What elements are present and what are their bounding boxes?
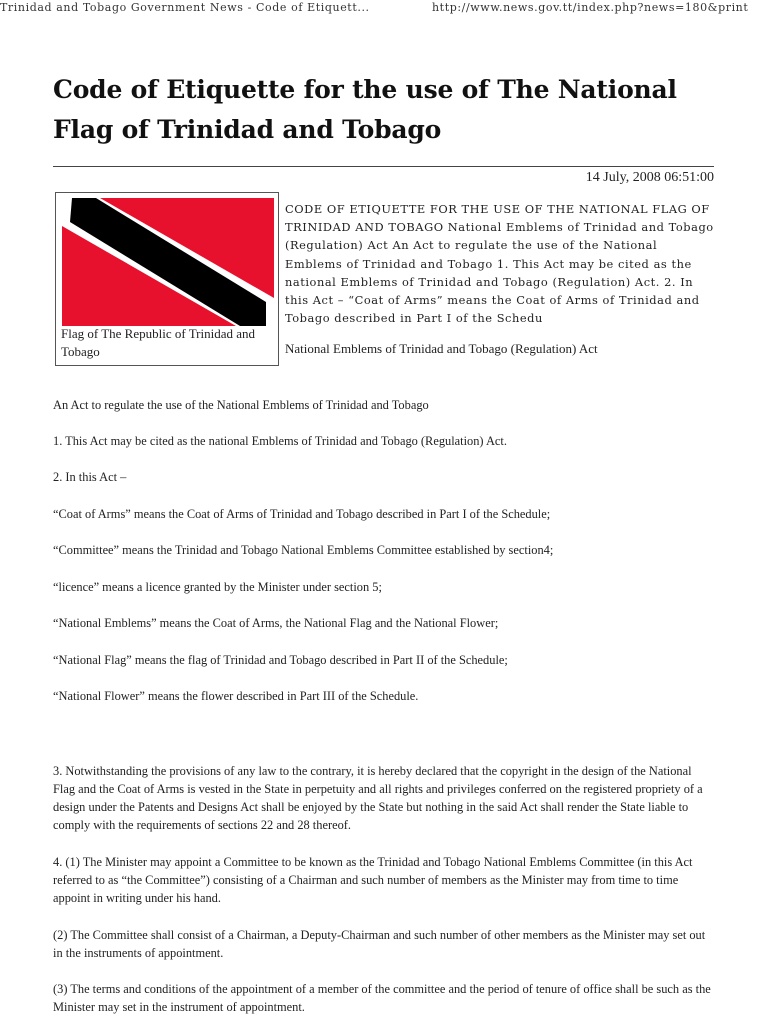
paragraph: (2) The Committee shall consist of a Chairman, a Deputy-Chairman and such number of other members as the Minister may set out in the instruments of appointment. xyxy=(53,928,706,960)
article-date: 14 July, 2008 06:51:00 xyxy=(585,170,714,185)
paragraph: 3. Notwithstanding the provisions of any law to the contrary, it is hereby declared that the copyright in the design of the National Flag and the Coat of Arms is vested in the State in perpetuity and all rights and privileges conferred on the registered propriety of a design under the Patents and Designs Act shall be enjoyed by the State but nothing in the said Act shall render the State liable to comply with the requirements of sections 22 and 28 thereof. xyxy=(53,764,703,832)
print-header xyxy=(0,0,768,16)
flag-caption: Flag of The Republic of Trinidad and Tobago xyxy=(61,326,256,359)
title-divider xyxy=(53,166,714,167)
article-summary: CODE OF ETIQUETTE FOR THE USE OF THE NATIONAL FLAG OF TRINIDAD AND TOBAGO National Emblems of Trinidad and Tobago (Regulation) Act An Act to regulate the use of the National Emblems of Trinidad and Tobago 1. This Act may be cited as the national Emblems of Trinidad and Tobago (Regulation) Act. 2. In this Act – “Coat of Arms” means the Coat of Arms of Trinidad and Tobago described in Part I of the Schedu xyxy=(285,202,714,326)
paragraph: (3) The terms and conditions of the appointment of a member of the committee and the period of tenure of office shall be such as the Minister may set in the instrument of appointment. xyxy=(53,982,711,1014)
print-header-url: http://www.news.gov.tt/index.php?news=180&print xyxy=(432,1,749,14)
paragraph: 2. In this Act – xyxy=(53,470,127,484)
paragraph: “licence” means a licence granted by the Minister under section 5; xyxy=(53,580,382,594)
paragraph: An Act to regulate the use of the National Emblems of Trinidad and Tobago xyxy=(53,398,429,412)
paragraph: “National Flag” means the flag of Trinidad and Tobago described in Part II of the Schedule; xyxy=(53,653,508,667)
article-summary-subtitle: National Emblems of Trinidad and Tobago (Regulation) Act xyxy=(285,341,598,356)
paragraph: “Coat of Arms” means the Coat of Arms of Trinidad and Tobago described in Part I of the Schedule; xyxy=(53,507,551,521)
page-title: Code of Etiquette for the use of The National Flag of Trinidad and Tobago xyxy=(53,75,677,144)
paragraph: “Committee” means the Trinidad and Tobago National Emblems Committee established by section4; xyxy=(53,543,554,557)
paragraph: 4. (1) The Minister may appoint a Committee to be known as the Trinidad and Tobago National Emblems Committee (in this Act referred to as “the Committee”) consisting of a Chairman and such number of members as the Minister may from time to time appoint in writing under his hand. xyxy=(53,855,693,905)
paragraph: 1. This Act may be cited as the national Emblems of Trinidad and Tobago (Regulation) Act. xyxy=(53,434,507,448)
flag-figure xyxy=(55,192,279,366)
paragraph: “National Emblems” means the Coat of Arms, the National Flag and the National Flower; xyxy=(53,616,499,630)
paragraph: “National Flower” means the flower described in Part III of the Schedule. xyxy=(53,689,419,703)
print-header-title: Trinidad and Tobago Government News - Code of Etiquett... xyxy=(0,1,370,14)
trinidad-tobago-flag-image xyxy=(62,198,274,326)
